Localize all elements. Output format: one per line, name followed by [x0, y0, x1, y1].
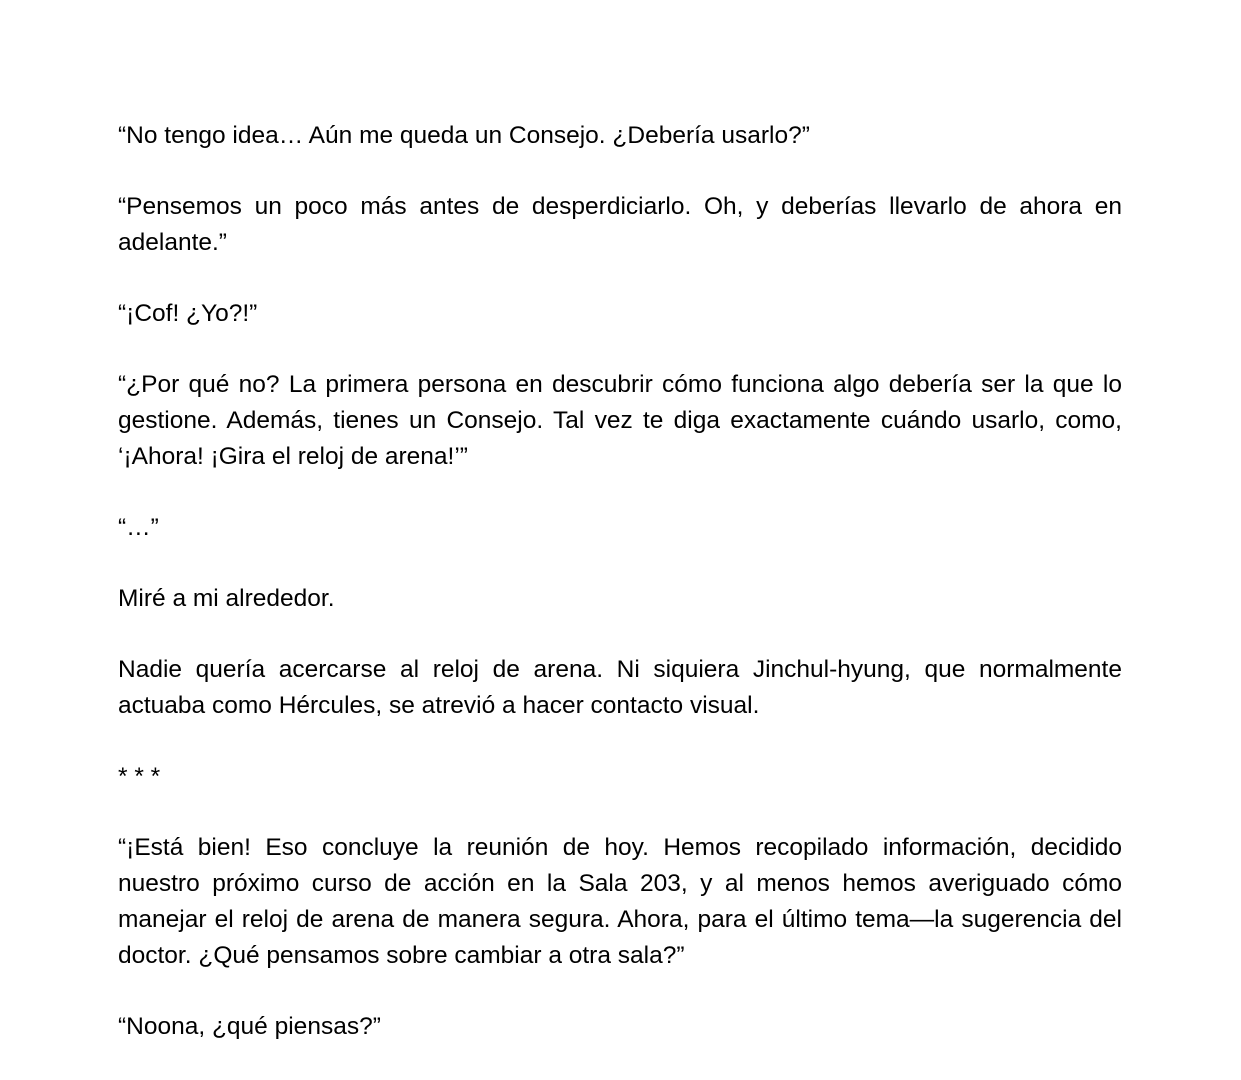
scene-break: * * *	[118, 763, 161, 790]
paragraph-7: Nadie quería acercarse al reloj de arena. Ni siquiera Jinchul-hyung, que normalmente actuaba como Hércules, se atrevió a hacer contacto visual.	[118, 656, 1122, 719]
paragraph-5: “…”	[118, 514, 159, 541]
paragraph-9: “¡Está bien! Eso concluye la reunión de hoy. Hemos recopilado información, decidido nuestro próximo curso de acción en la Sala 203, y al menos hemos averiguado cómo manejar el reloj de arena de manera segura. Ahora, para el último tema—la sugerencia del doctor. ¿Qué pensamos sobre cambiar a otra sala?”	[118, 834, 1122, 969]
paragraph-4: “¿Por qué no? La primera persona en descubrir cómo funciona algo debería ser la que lo gestione. Además, tienes un Consejo. Tal vez te diga exactamente cuándo usarlo, como, ‘¡Ahora! ¡Gira el reloj de arena!’”	[118, 371, 1122, 470]
body-text	[118, 118, 1122, 1080]
paragraph-1: “No tengo idea… Aún me queda un Consejo. ¿Debería usarlo?”	[118, 122, 810, 149]
paragraph-6: Miré a mi alrededor.	[118, 585, 335, 612]
paragraph-10: “Noona, ¿qué piensas?”	[118, 1013, 381, 1040]
paragraph-2: “Pensemos un poco más antes de desperdiciarlo. Oh, y deberías llevarlo de ahora en adelante.”	[118, 193, 1122, 256]
paragraph-3: “¡Cof! ¿Yo?!”	[118, 300, 258, 327]
